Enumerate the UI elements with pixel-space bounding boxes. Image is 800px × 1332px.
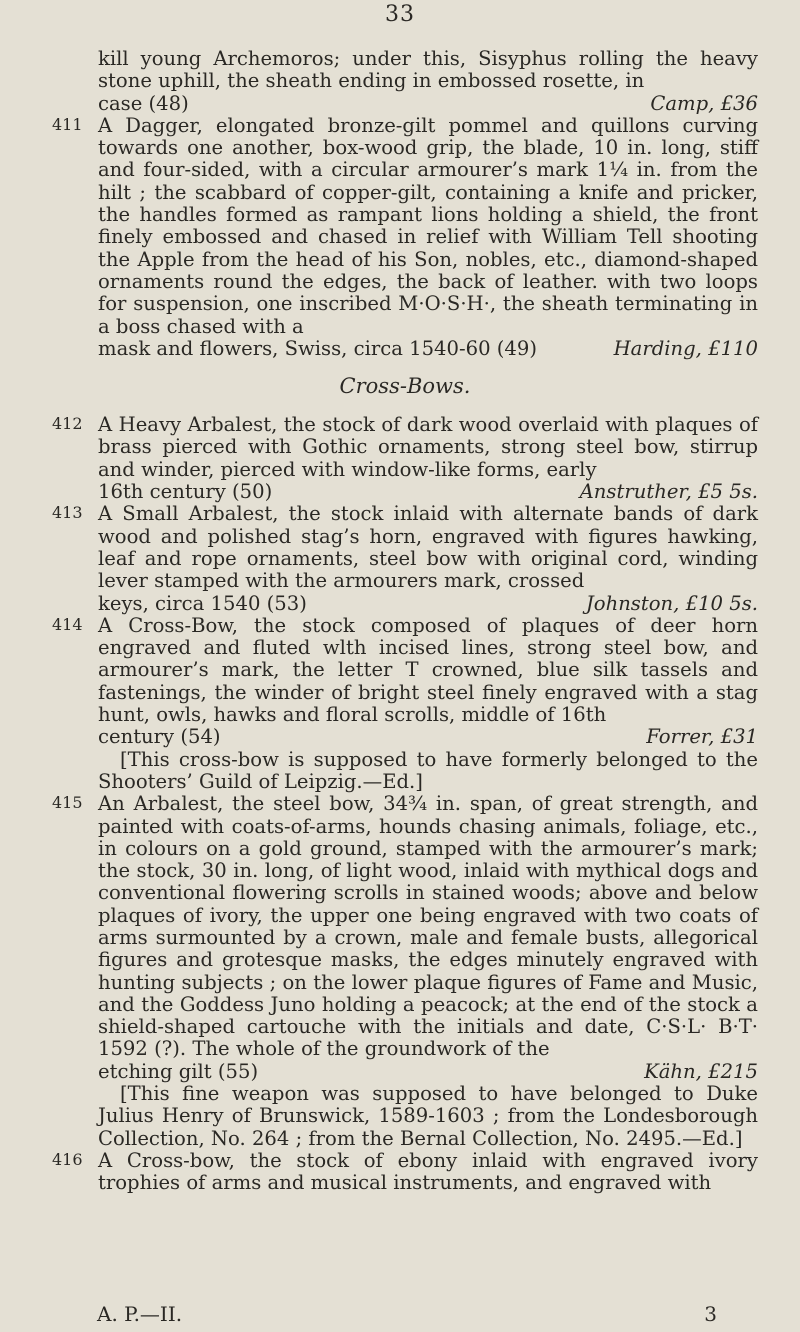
editor-note: [This cross-bow is supposed to have formerly belonged to the Shooters’ Guild of Leipzig.—Ed.] (98, 747, 758, 793)
lot-number: 414 (52, 614, 83, 634)
entry-text: A Dagger, elongated bronze-gilt pommel and quillons curving towards one another, box-wood grip, the blade, 10 in. long, stiff and four-sided, with a circular armourer’s mark 1¼ in. from the hilt ; the scabbard of copper-gilt, containing a knife and pricker, the handles formed as rampant lions holding a shield, the front finely embossed and chased in relief with William Tell shooting the Apple from the head of his Son, nobles, etc., diamond-shaped ornaments round the edges, the back of leather. with two loops for suspension, one inscribed M·O·S·H·, the sheath terminating in a boss chased with a (98, 113, 758, 338)
entry-text: An Arbalest, the steel bow, 34¾ in. span, of great strength, and painted with coats-of-arms, hounds chasing animals, foliage, etc., in colours on a gold ground, stamped with the armourer’s mark; the stock, 30 in. long, of light wood, inlaid with mythical dogs and conventional flowering scrolls in stained woods; above and below plaques of ivory, the upper one being engraved with two coats of arms surmounted by a crown, male and female busts, allegorical figures and grotesque masks, the edges minutely engraved with hunting subjects ; on the lower plaque figures of Fame and Music, and the Goddess Juno holding a peacock; at the end of the stock a shield-shaped cartouche with the initials and date, C·S·L· B·T· 1592 (?). The whole of the groundwork of the (98, 792, 758, 1061)
entry-closing-line (98, 481, 758, 503)
catalogue-entry-413 (52, 503, 758, 614)
entry-source: Johnston, £10 5s. (585, 591, 758, 615)
entry-last-line: 16th century (50) (98, 480, 273, 504)
entry-source: Camp, £36 (650, 91, 758, 115)
lot-number: 411 (52, 114, 83, 134)
lot-number: 413 (52, 503, 83, 523)
lot-number: 412 (52, 414, 83, 434)
lot-number: 416 (52, 1149, 83, 1169)
entry-text: A Small Arbalest, the stock inlaid with alternate bands of dark wood and polished stag’s horn, engraved with figures hawking, leaf and rope ornaments, steel bow with original cord, winding lever stamped with the armourers mark, crossed (98, 502, 758, 593)
catalogue-entry-416 (52, 1150, 758, 1195)
continued-entry (52, 48, 758, 115)
entry-last-line: mask and flowers, Swiss, circa 1540-60 (49) (98, 336, 537, 360)
entry-closing-line (98, 338, 758, 360)
catalogue-entry-414 (52, 615, 758, 793)
entry-closing-line (98, 593, 758, 615)
lot-number: 415 (52, 793, 83, 813)
entry-text: A Heavy Arbalest, the stock of dark wood overlaid with plaques of brass pierced with Gothic ornaments, strong steel bow, stirrup and winder, pierced with window-like forms, early (98, 413, 758, 481)
entry-last-line: century (54) (98, 725, 221, 749)
entry-source: Harding, £110 (613, 336, 758, 360)
entry-source: Forrer, £31 (646, 725, 758, 749)
entry-text: A Cross-Bow, the stock composed of plaques of deer horn engraved and fluted wlth incised lines, strong steel bow, and armourer’s mark, the letter T crowned, blue silk tassels and fastenings, the winder of bright steel finely engraved with a stag hunt, owls, hawks and floral scrolls, middle of 16th (98, 613, 758, 727)
entry-closing-line (98, 1061, 758, 1083)
catalogue-entry-411 (52, 115, 758, 360)
entry-closing-line (98, 726, 758, 748)
entry-last-line: case (48) (98, 91, 189, 115)
gathering-number: 3 (704, 1302, 717, 1326)
entry-source: Kähn, £215 (644, 1059, 758, 1083)
section-heading: Cross-Bows. (339, 374, 471, 399)
signature-mark: A. P.—II. (97, 1302, 183, 1326)
catalogue-text (52, 48, 758, 1195)
entry-closing-line (52, 93, 758, 115)
catalogue-entry-412 (52, 414, 758, 503)
catalogue-entry-415 (52, 793, 758, 1150)
entry-source: Anstruther, £5 5s. (579, 480, 758, 504)
editor-note: [This fine weapon was supposed to have belonged to Duke Julius Henry of Brunswick, 1589-1603 ; from the Londesborough Collection, No. 264 ; from the Bernal Collection, No. 2495.—Ed.] (98, 1082, 758, 1150)
entry-last-line: etching gilt (55) (98, 1059, 259, 1083)
entry-last-line: keys, circa 1540 (53) (98, 591, 307, 615)
entry-text: kill young Archemoros; under this, Sisyphus rolling the heavy stone uphill, the sheath ending in embossed rosette, in (98, 47, 758, 93)
entry-text: A Cross-bow, the stock of ebony inlaid with engraved ivory trophies of arms and musical instruments, and engraved with (98, 1148, 758, 1195)
page-footer (97, 1302, 717, 1326)
page-number: 33 (385, 2, 415, 27)
